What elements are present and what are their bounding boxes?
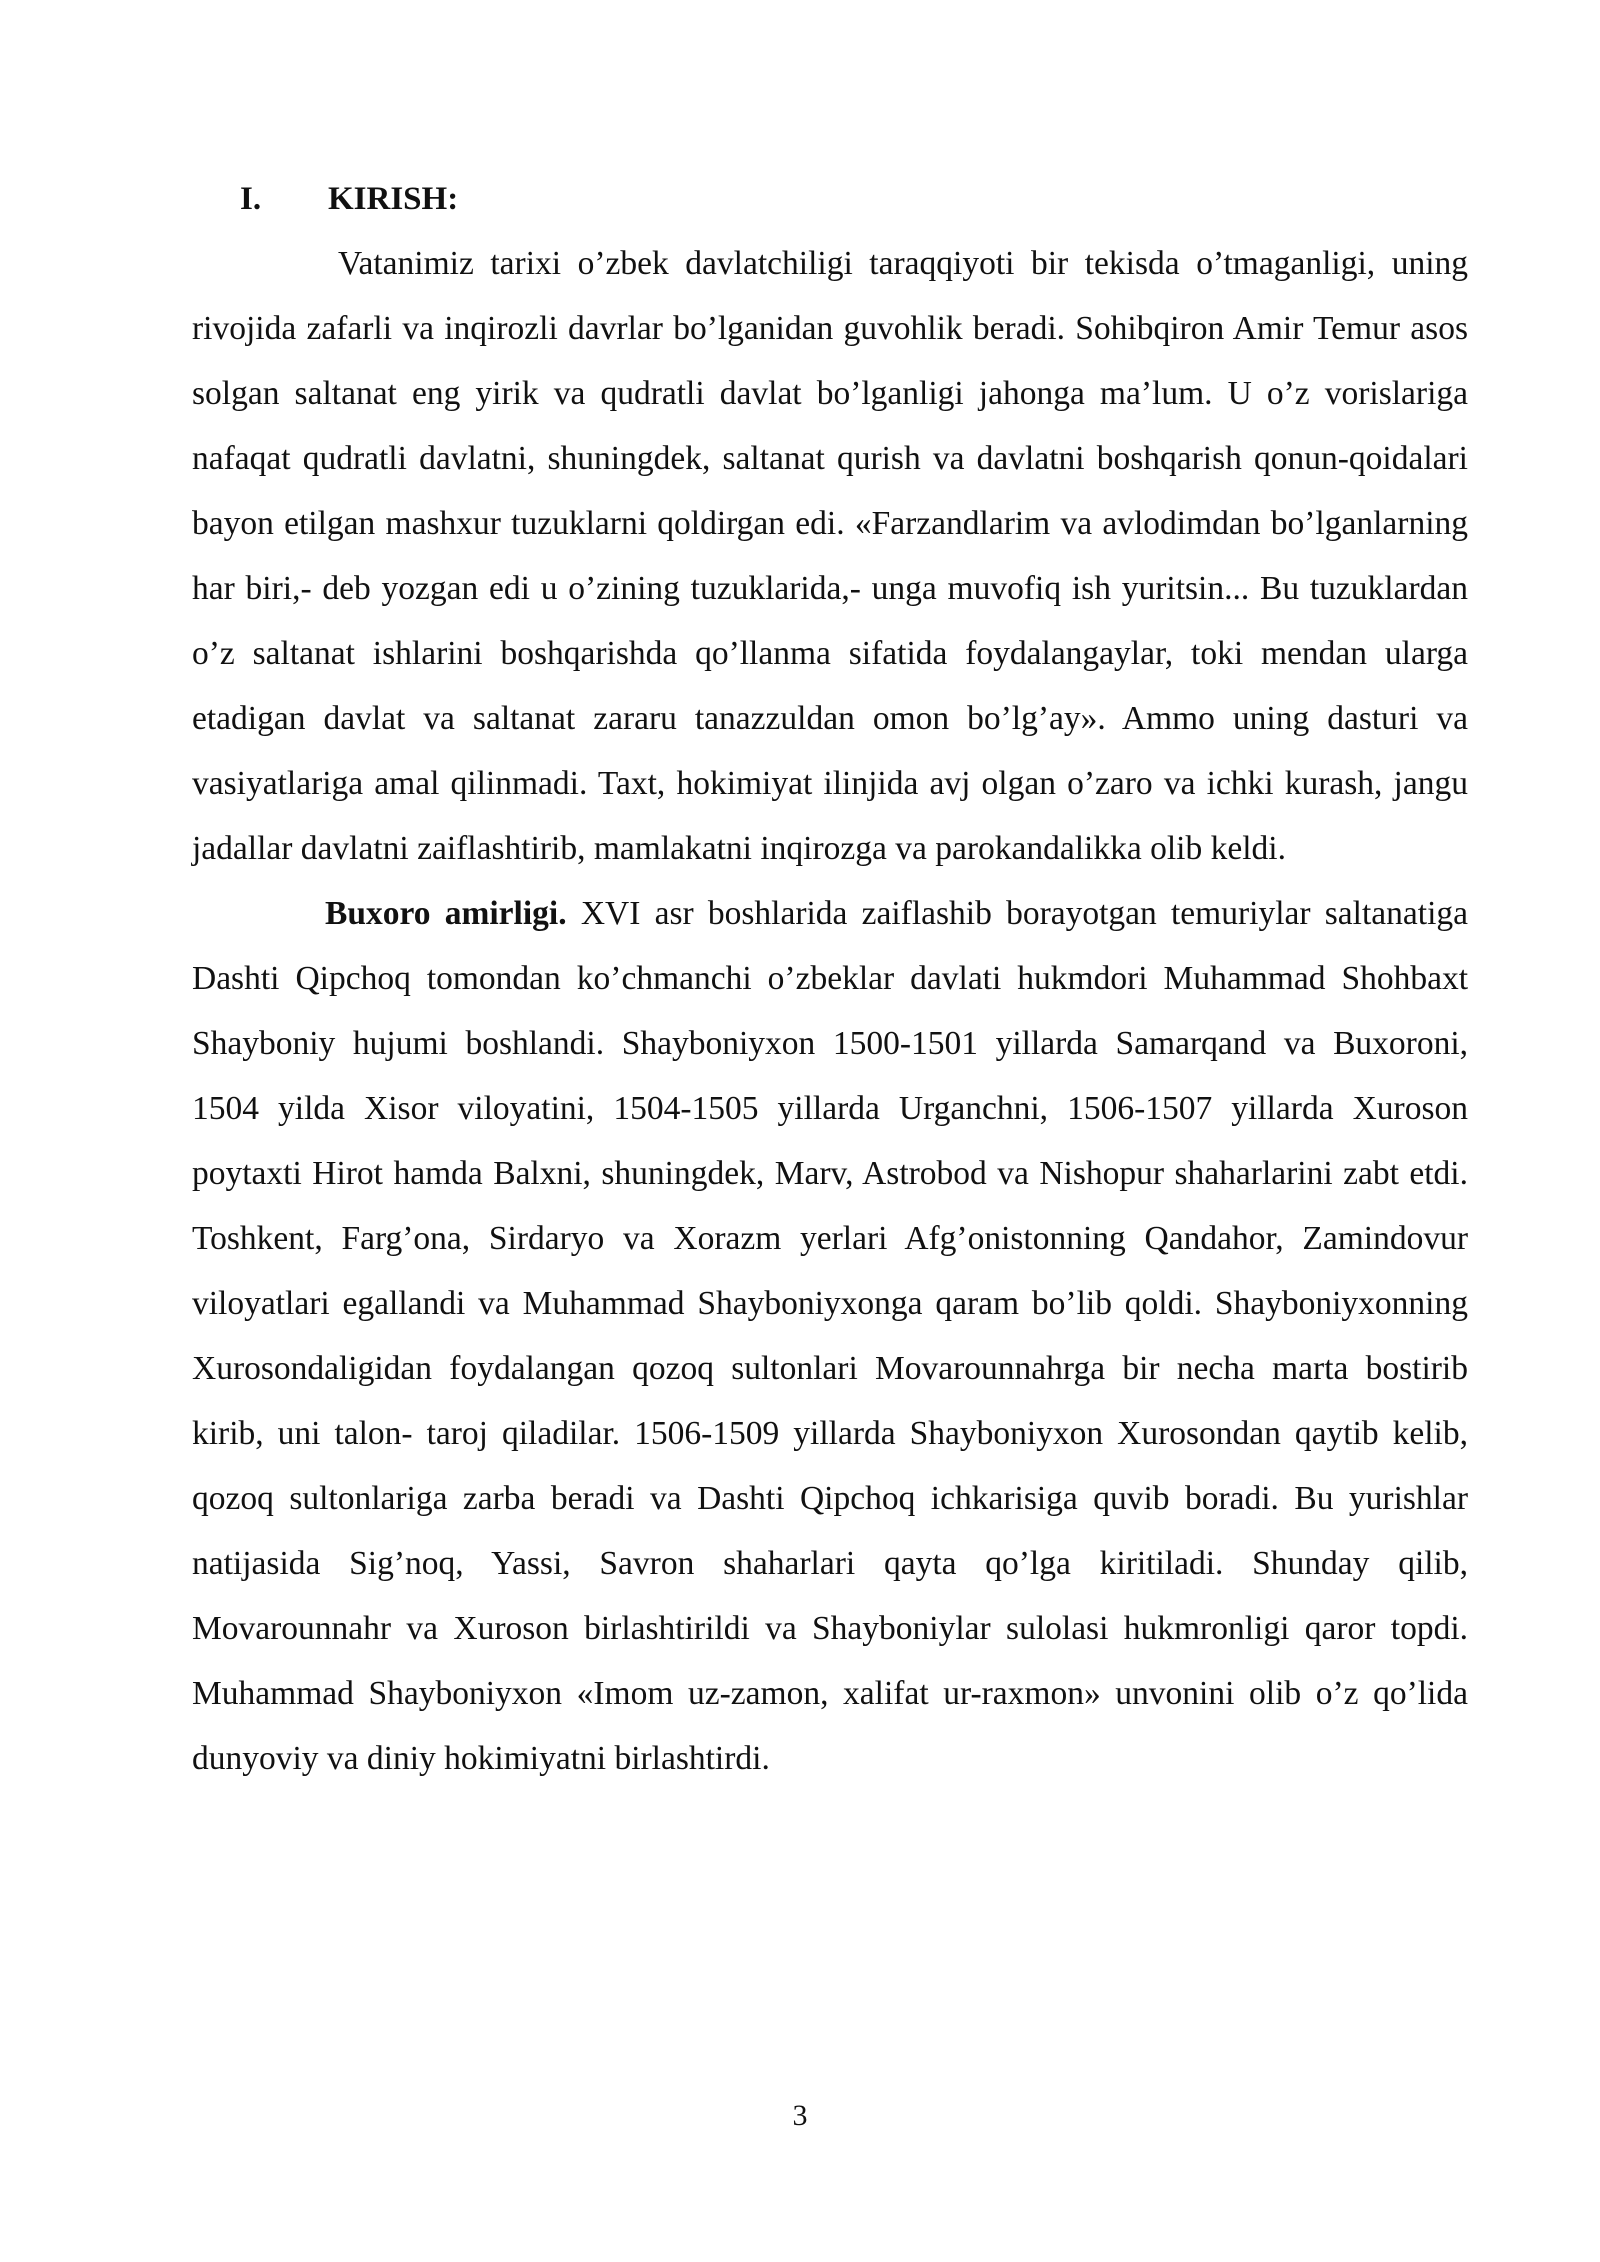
section-heading bbox=[192, 178, 1468, 221]
page-number: 3 bbox=[792, 2099, 808, 2132]
bukhara-lead: Buxoro amirligi. bbox=[325, 895, 567, 932]
bukhara-paragraph bbox=[192, 881, 1468, 1791]
section-number: I. bbox=[240, 181, 262, 217]
document-page bbox=[192, 178, 1468, 1791]
section-title: KIRISH: bbox=[328, 181, 459, 217]
intro-paragraph: Vatanimiz tarixi o’zbek davlatchiligi taraqqiyoti bir tekisda o’tmaganligi, uning rivojida zafarli va inqirozli davrlar bo’lganidan guvohlik beradi. Sohibqiron Amir Temur asos solgan saltanat eng yirik va qudratli davlat bo’lganligi jahonga ma’lum. U o’z vorislariga nafaqat qudratli davlatni, shuningdek, saltanat qurish va davlatni boshqarish qonun-qoidalari bayon etilgan mashxur tuzuklarni qoldirgan edi. «Farzandlarim va avlodimdan bo’lganlarning har biri,- deb yozgan edi u o’zining tuzuklarida,- unga muvofiq ish yuritsin... Bu tuzuklardan o’z saltanat ishlarini boshqarishda qo’llanma sifatida foydalangaylar, toki mendan ularga etadigan davlat va saltanat zararu tanazzuldan omon bo’lg’ay». Ammo uning dasturi va vasiyatlariga amal qilinmadi. Taxt, hokimiyat ilinjida avj olgan o’zaro va ichki kurash, jangu jadallar davlatni zaiflashtirib, mamlakatni inqirozga va parokandalikka olib keldi. bbox=[192, 245, 1468, 867]
bukhara-text: XVI asr boshlarida zaiflashib borayotgan temuriylar saltanatiga Dashti Qipchoq tomondan ko’chmanchi o’zbeklar davlati hukmdori Muhammad Shohbaxt Shayboniy hujumi boshlandi. Shayboniyxon 1500-1501 yillarda Samarqand va Buxoroni, 1504 yilda Xisor viloyatini, 1504-1505 yillarda Urganchni, 1506-1507 yillarda Xuroson poytaxti Hirot hamda Balxni, shuningdek, Marv, Astrobod va Nishopur shaharlarini zabt etdi. Toshkent, Farg’ona, Sirdaryo va Xorazm yerlari Afg’onistonning Qandahor, Zamindovur viloyatlari egallandi va Muhammad Shayboniyxonga qaram bo’lib qoldi. Shayboniyxonning Xurosondaligidan foydalangan qozoq sultonlari Movarounnahrga bir necha marta bostirib kirib, uni talon- taroj qiladilar. 1506-1509 yillarda Shayboniyxon Xurosondan qaytib kelib, qozoq sultonlariga zarba beradi va Dashti Qipchoq ichkarisiga quvib boradi. Bu yurishlar natijasida Sig’noq, Yassi, Savron shaharlari qayta qo’lga kiritiladi. Shunday qilib, Movarounnahr va Xuroson birlashtirildi va Shayboniylar sulolasi hukmronligi qaror topdi. Muhammad Shayboniyxon «Imom uz-zamon, xalifat ur-raxmon» unvonini olib o’z qo’lida dunyoviy va diniy hokimiyatni birlashtirdi. bbox=[192, 895, 1468, 1777]
